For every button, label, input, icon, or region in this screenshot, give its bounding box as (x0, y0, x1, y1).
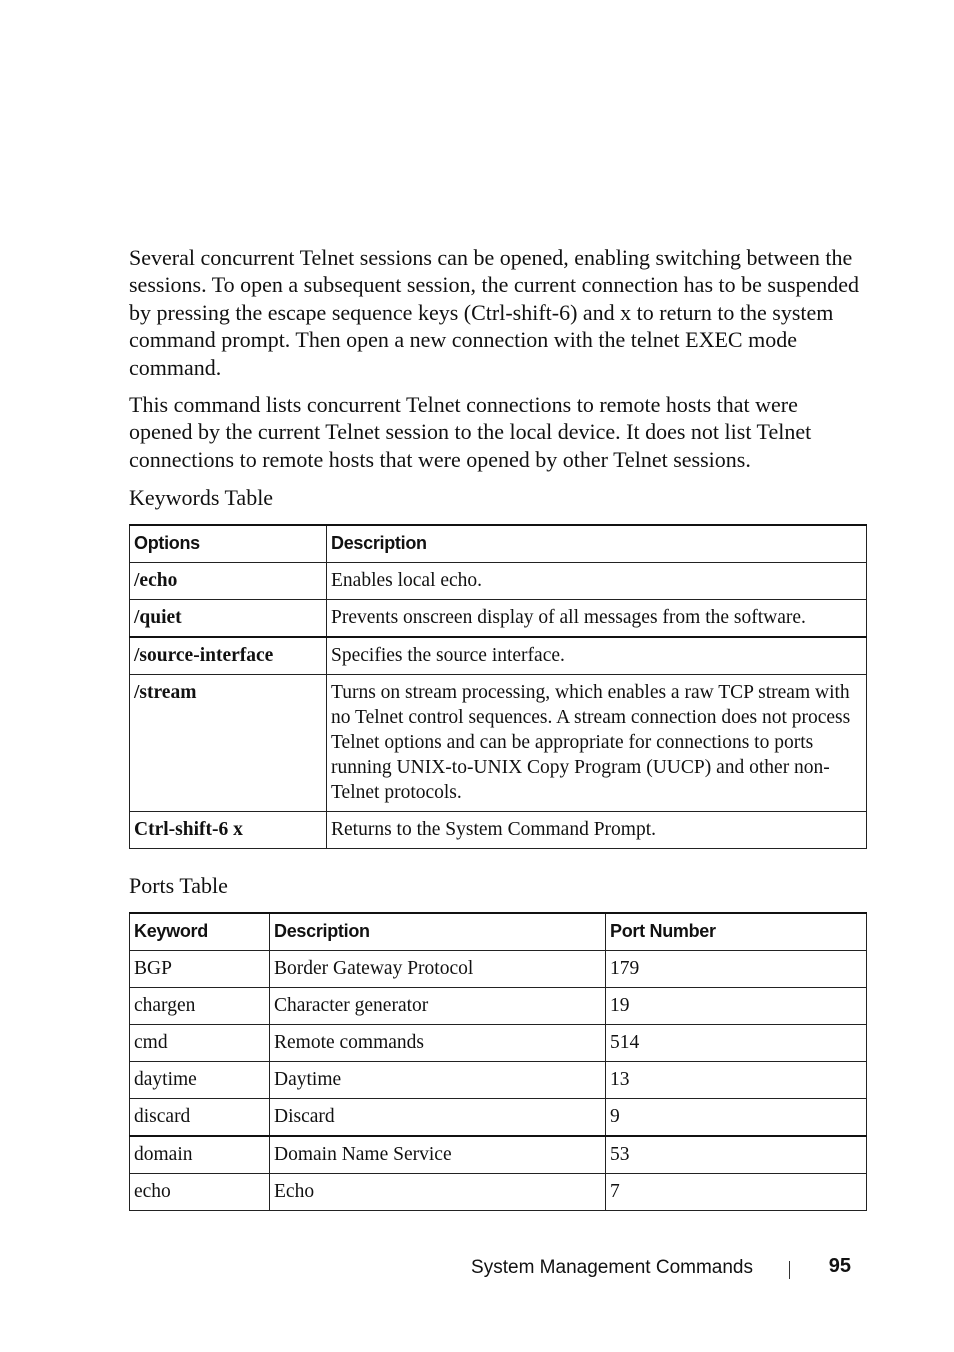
port-cell: 13 (606, 1062, 867, 1099)
option-cell: /quiet (130, 600, 327, 638)
keyword-cell: daytime (130, 1062, 270, 1099)
option-cell: /echo (130, 563, 327, 600)
keyword-cell: chargen (130, 988, 270, 1025)
table-row (130, 1062, 867, 1099)
port-cell: 53 (606, 1136, 867, 1174)
keyword-cell: BGP (130, 951, 270, 988)
intro-paragraph-2: This command lists concurrent Telnet connections to remote hosts that were opened by the current Telnet session to the local device. It does not list Telnet connections to remote hosts that were opened by other Telnet sessions. (129, 392, 812, 472)
port-cell: 179 (606, 951, 867, 988)
ports-table-header (130, 913, 867, 951)
keyword-cell: cmd (130, 1025, 270, 1062)
page-number: 95 (828, 1255, 851, 1277)
port-cell: 514 (606, 1025, 867, 1062)
table-row (130, 563, 867, 600)
keyword-cell: echo (130, 1174, 270, 1211)
description-cell: Border Gateway Protocol (270, 951, 606, 988)
description-cell: Turns on stream processing, which enables a raw TCP stream with no Telnet control sequences. A stream connection does not process Telnet options and can be appropriate for connections to ports running UNIX-to-UNIX Copy Program (UUCP) and other non-Telnet protocols. (327, 675, 867, 812)
footer-divider (789, 1261, 790, 1279)
description-cell: Returns to the System Command Prompt. (327, 812, 867, 849)
description-cell: Echo (270, 1174, 606, 1211)
description-cell: Domain Name Service (270, 1136, 606, 1174)
column-header-keyword: Keyword (130, 913, 270, 951)
port-cell: 7 (606, 1174, 867, 1211)
keywords-table-header (130, 525, 867, 563)
keywords-table (129, 524, 867, 849)
description-cell: Remote commands (270, 1025, 606, 1062)
description-cell: Prevents onscreen display of all messages from the software. (327, 600, 867, 638)
ports-table-title: Ports Table (129, 873, 228, 899)
option-cell: /source-interface (130, 637, 327, 675)
description-cell: Enables local echo. (327, 563, 867, 600)
option-cell: /stream (130, 675, 327, 812)
column-header-description: Description (270, 913, 606, 951)
table-row (130, 988, 867, 1025)
description-cell: Specifies the source interface. (327, 637, 867, 675)
page-content (129, 244, 866, 1211)
table-row (130, 1025, 867, 1062)
page-footer (0, 1255, 954, 1285)
intro-paragraph-1: Several concurrent Telnet sessions can be opened, enabling switching between the sessions. To open a subsequent session, the current connection has to be suspended by pressing the escape sequence keys (Ctrl-shift-6) and x to return to the system command prompt. Then open a new connection with the telnet EXEC mode command. (129, 245, 860, 380)
table-row (130, 812, 867, 849)
keywords-table-title: Keywords Table (129, 485, 274, 511)
ports-table (129, 912, 867, 1211)
table-row (130, 675, 867, 812)
table-row (130, 951, 867, 988)
column-header-options: Options (130, 525, 327, 563)
column-header-description: Description (327, 525, 867, 563)
column-header-port-number: Port Number (606, 913, 867, 951)
table-row (130, 1136, 867, 1174)
description-cell: Daytime (270, 1062, 606, 1099)
keyword-cell: domain (130, 1136, 270, 1174)
port-cell: 9 (606, 1099, 867, 1137)
footer-section-title: System Management Commands (471, 1257, 753, 1278)
table-row (130, 1174, 867, 1211)
table-row (130, 637, 867, 675)
description-cell: Discard (270, 1099, 606, 1137)
port-cell: 19 (606, 988, 867, 1025)
table-row (130, 600, 867, 638)
description-cell: Character generator (270, 988, 606, 1025)
keyword-cell: discard (130, 1099, 270, 1137)
table-row (130, 1099, 867, 1137)
option-cell: Ctrl-shift-6 x (130, 812, 327, 849)
